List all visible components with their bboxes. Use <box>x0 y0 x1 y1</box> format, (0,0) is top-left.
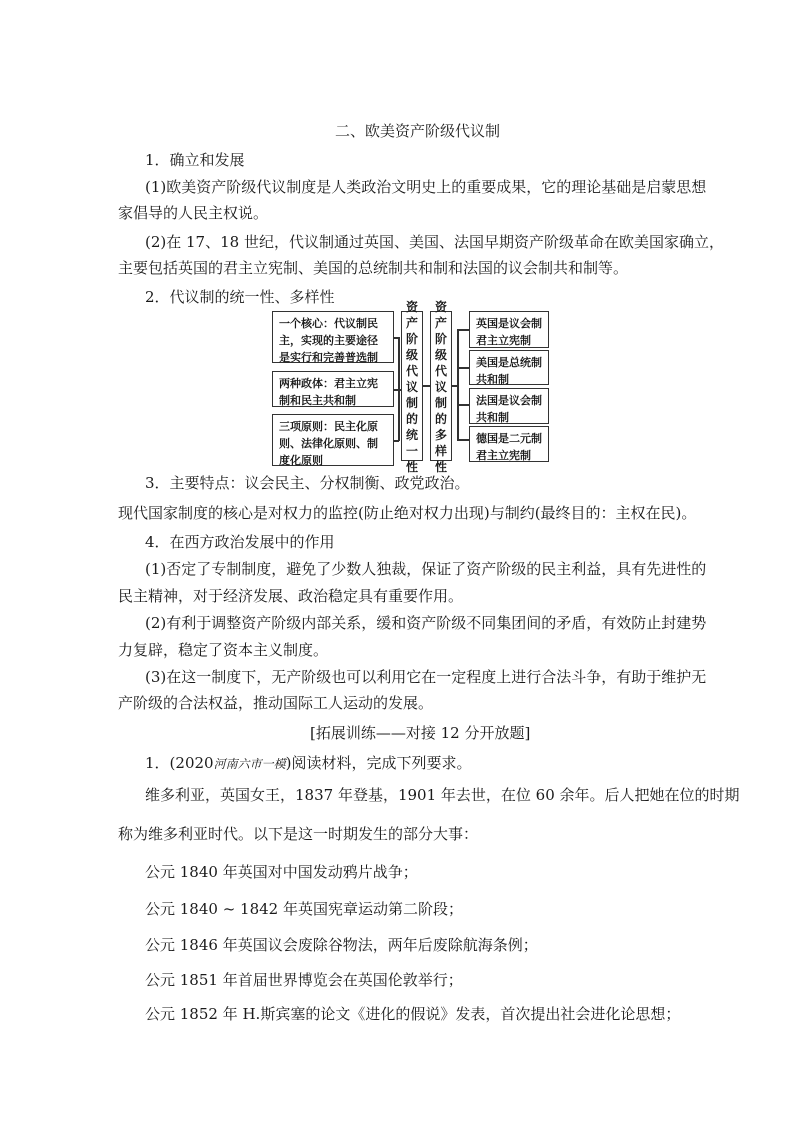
connector <box>457 329 469 331</box>
event-2: 公元 1840 ~ 1842 年英国宪章运动第二阶段； <box>145 900 463 918</box>
diagram-center-unity: 资 产 阶 级 代 议 制 的 统 一 性 <box>401 311 423 461</box>
material-line-1: 维多利亚，英国女王，1837 年登基，1901 年去世，在位 60 余年。后人把她在位的时期 <box>145 786 740 804</box>
question-1 <box>145 752 471 773</box>
event-1: 公元 1840 年英国对中国发动鸦片战争； <box>145 863 418 881</box>
connector <box>457 439 469 441</box>
diagram-right-box-usa: 美国是总统制共和制 <box>469 350 549 385</box>
heading-unity-diversity: 2．代议制的统一性、多样性 <box>145 288 335 306</box>
connector <box>457 367 469 369</box>
paragraph-core-system: 现代国家制度的核心是对权力的监控(防止绝对权力出现)与制约(最终目的：主权在民)。 <box>118 504 697 522</box>
material-line-2: 称为维多利亚时代。以下是这一时期发生的部分大事： <box>118 825 479 843</box>
paragraph-role-3-line-2: 产阶级的合法权益，推动国际工人运动的发展。 <box>118 694 434 712</box>
event-5: 公元 1852 年 H.斯宾塞的论文《进化的假说》发表，首次提出社会进化论思想； <box>145 1005 681 1023</box>
paragraph-2-line-2: 主要包括英国的君主立宪制、美国的总统制共和制和法国的议会制共和制等。 <box>118 259 629 277</box>
paragraph-role-1-line-1: (1)否定了专制制度，避免了少数人独裁，保证了资产阶级的民主利益，具有先进性的 <box>145 560 707 578</box>
connector <box>457 329 459 439</box>
heading-establishment: 1．确立和发展 <box>145 151 245 169</box>
diagram-left-box-core: 一个核心：代议制民主，实现的主要途径是实行和完善普选制 <box>272 311 394 363</box>
diagram-right-box-germany: 德国是二元制君主立宪制 <box>469 426 549 462</box>
paragraph-1-line-1: (1)欧美资产阶级代议制度是人类政治文明史上的重要成果，它的理论基础是启蒙思想 <box>145 178 707 196</box>
event-4: 公元 1851 年首届世界博览会在英国伦敦举行； <box>145 971 463 989</box>
heading-role: 4．在西方政治发展中的作用 <box>145 533 335 551</box>
diagram-left-box-principles: 三项原则：民主化原则、法律化原则、制度化原则 <box>272 414 394 466</box>
diagram-right-box-britain: 英国是议会制君主立宪制 <box>469 311 549 348</box>
diagram-left-box-polity: 两种政体：君主立宪制和民主共和制 <box>272 371 394 407</box>
paragraph-role-3-line-1: (3)在这一制度下，无产阶级也可以利用它在一定程度上进行合法斗争，有助于维护无 <box>145 668 707 686</box>
diagram-center-diversity: 资 产 阶 级 代 议 制 的 多 样 性 <box>430 311 452 461</box>
event-3: 公元 1846 年英国议会废除谷物法，两年后废除航海条例； <box>145 936 538 954</box>
connector <box>457 404 469 406</box>
question-1-suffix: )阅读材料，完成下列要求。 <box>285 754 472 772</box>
question-1-source: 河南六市一模 <box>213 757 286 771</box>
training-title: [拓展训练——对接 12 分开放题] <box>310 724 531 742</box>
paragraph-2-line-1: (2)在 17、18 世纪，代议制通过英国、美国、法国早期资产阶级革命在欧美国家确立， <box>145 233 724 251</box>
connector <box>423 385 430 387</box>
paragraph-role-2-line-2: 力复辟，稳定了资本主义制度。 <box>118 641 329 659</box>
question-1-prefix: 1．(2020 <box>145 754 214 772</box>
diagram-right-box-france: 法国是议会制共和制 <box>469 388 549 424</box>
section-title: 二、欧美资产阶级代议制 <box>335 122 501 140</box>
paragraph-role-2-line-1: (2)有利于调整资产阶级内部关系，缓和资产阶级不同集团间的矛盾，有效防止封建势 <box>145 614 707 632</box>
paragraph-1-line-2: 家倡导的人民主权说。 <box>118 204 269 222</box>
heading-main-features: 3．主要特点：议会民主、分权制衡、政党政治。 <box>145 474 470 492</box>
paragraph-role-1-line-2: 民主精神，对于经济发展、政治稳定具有重要作用。 <box>118 587 464 605</box>
